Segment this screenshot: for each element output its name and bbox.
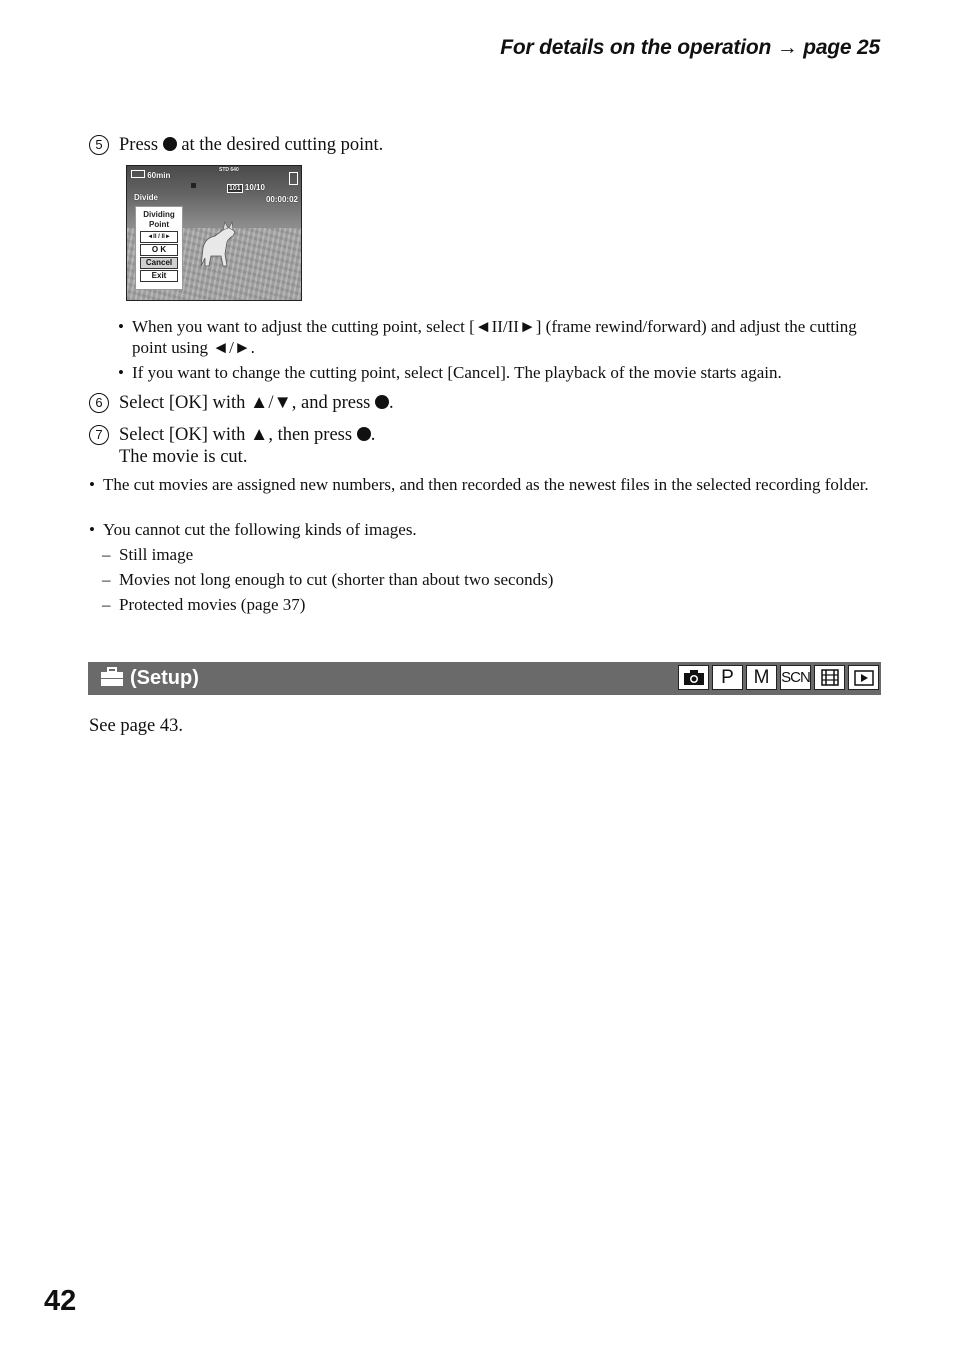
record-icon xyxy=(191,183,196,188)
applicable-modes xyxy=(678,665,879,690)
exit-button[interactable]: Exit xyxy=(140,270,178,282)
toolbox-icon xyxy=(100,667,124,687)
menu-title: Dividing Point xyxy=(143,210,175,229)
page-header: For details on the operation → page 25 xyxy=(500,36,880,59)
battery-indicator: 60min xyxy=(131,170,170,180)
step-text: Select [OK] with ▲, then press xyxy=(119,425,357,445)
movie-icon xyxy=(814,665,845,690)
sub-note-item: – Movies not long enough to cut (shorter than about two seconds) xyxy=(102,570,554,589)
step-text-end: . xyxy=(389,393,394,413)
step-number: 7 xyxy=(89,425,109,445)
ok-button[interactable]: O K xyxy=(140,244,178,256)
center-button-icon xyxy=(163,137,177,151)
dog-photo xyxy=(183,214,243,274)
cancel-button[interactable]: Cancel xyxy=(140,257,178,269)
setup-section-header xyxy=(88,662,881,695)
step-result: The movie is cut. xyxy=(119,447,248,467)
camera-screen-illustration xyxy=(126,165,302,301)
note-item: • The cut movies are assigned new numbers, and then recorded as the newest files in the selected recording folder. xyxy=(89,475,869,494)
camera-icon xyxy=(678,665,709,690)
divide-mode-label: Divide xyxy=(134,193,159,202)
step-text: Select [OK] with ▲/▼, and press xyxy=(119,393,376,413)
image-quality: STD 640 xyxy=(219,167,239,173)
sub-note-item: – Still image xyxy=(102,545,194,564)
step-7 xyxy=(89,424,375,468)
scene-mode-icon: SCN xyxy=(780,665,811,690)
center-button-icon xyxy=(375,395,389,409)
step-text-end: at the desired cutting point. xyxy=(176,135,384,155)
list-item: • When you want to adjust the cutting point, select [◄II/II►] (frame rewind/forward) and adjust the cutting point using ◄/►. xyxy=(118,317,857,357)
sub-note-item: – Protected movies (page 37) xyxy=(102,595,306,614)
see-page-text: See page 43. xyxy=(89,716,184,736)
folder-icon: 101 xyxy=(229,185,241,192)
program-mode-icon: P xyxy=(712,665,743,690)
manual-mode-icon: M xyxy=(746,665,777,690)
center-button-icon xyxy=(357,427,371,441)
frame-rewind-forward-button[interactable]: ◄II / II► xyxy=(140,231,178,243)
memory-card-icon xyxy=(289,172,298,185)
setup-title: (Setup) xyxy=(100,665,199,691)
note-item: • You cannot cut the following kinds of images. xyxy=(89,520,417,539)
step-number: 6 xyxy=(89,393,109,413)
list-item: • If you want to change the cutting point, select [Cancel]. The playback of the movie starts again. xyxy=(118,363,782,382)
divide-menu xyxy=(135,206,183,290)
step-text: Press xyxy=(119,135,163,155)
playback-icon xyxy=(848,665,879,690)
file-counter: 101 10/10 xyxy=(229,183,265,192)
step-5 xyxy=(89,134,383,156)
step-6 xyxy=(89,392,394,414)
playback-time: 00:00:02 xyxy=(265,195,298,204)
step-number: 5 xyxy=(89,135,109,155)
page-number: 42 xyxy=(44,1285,77,1317)
step-text-end: . xyxy=(370,425,376,445)
battery-icon xyxy=(131,170,145,178)
